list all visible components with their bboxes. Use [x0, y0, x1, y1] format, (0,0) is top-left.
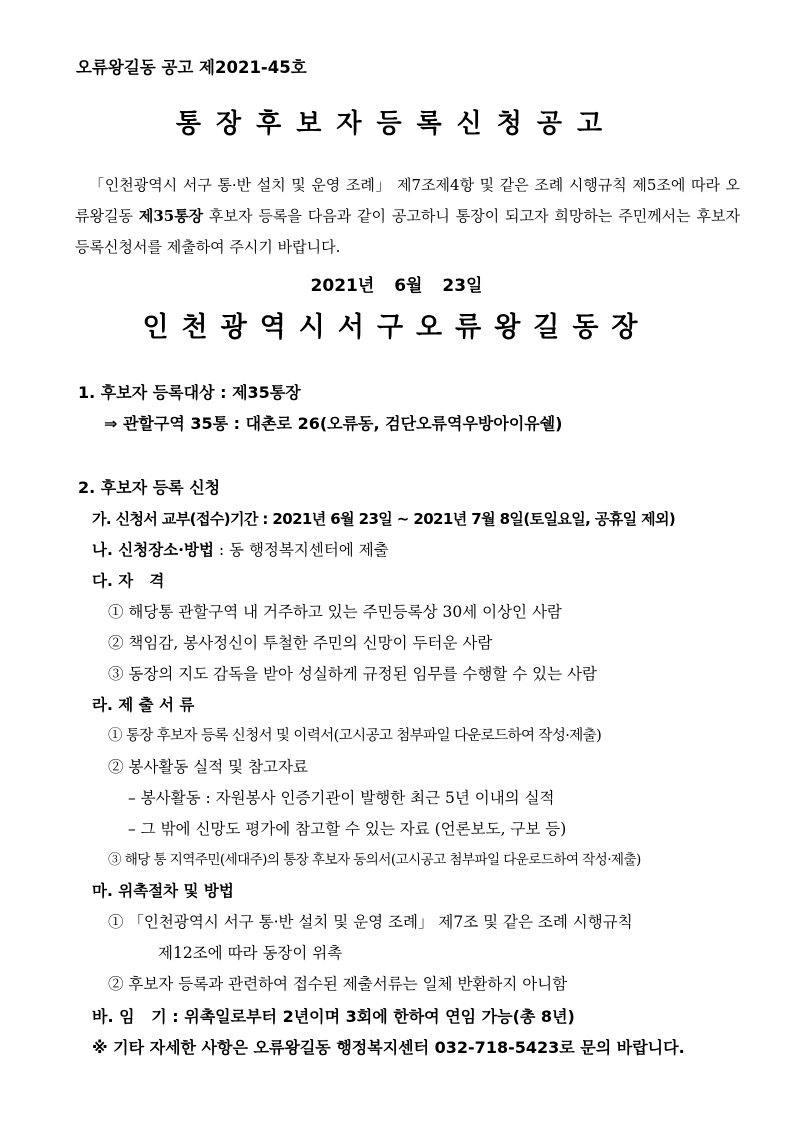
section-1-area: ⇒ 관할구역 35통 : 대촌로 26(오류동, 검단오류역우방아이유쉘) [104, 414, 563, 433]
document-subitem: – 그 밖에 신망도 평가에 참고할 수 있는 자료 (언론보도, 구보 등) [128, 820, 567, 838]
intro-paragraph [75, 170, 740, 263]
appointment-heading: 마. 위촉절차 및 방법 [92, 882, 234, 900]
notice-date: 2021년 6월 23일 [310, 276, 483, 296]
intro-target: 제35통장 [138, 207, 204, 225]
contact-note: ※ 기타 자세한 사항은 오류왕길동 행정복지센터 032-718-5423로 문의 바랍니다. [92, 1038, 685, 1057]
documents-heading: 라. 제 출 서 류 [92, 696, 195, 714]
document-subitem: – 봉사활동 : 자원봉사 인증기관이 발행한 최근 5년 이내의 실적 [128, 789, 555, 807]
intro-text-1: 「인천광역시 서구 통·반 설치 및 운영 조례」 제7조제4항 및 같은 조례 시행규칙 제5조에 따라 오류왕길동 [75, 176, 740, 225]
document-item: ② 봉사활동 실적 및 참고자료 [108, 758, 308, 776]
qualification-heading: 다. 자 격 [92, 572, 165, 590]
appointment-item: ② 후보자 등록과 관련하여 접수된 제출서류는 일체 반환하지 아니함 [108, 975, 568, 993]
notice-title: 통장후보자등록신청공고 [175, 109, 618, 139]
section-1-heading: 1. 후보자 등록대상 : 제35통장 [78, 383, 301, 402]
term-of-office: 바. 임 기 : 위촉일로부터 2년이며 3회에 한하여 연임 가능(총 8년) [92, 1007, 575, 1026]
issuer: 인천광역시서구오류왕길동장 [142, 312, 651, 343]
qualification-item: ② 책임감, 봉사정신이 투철한 주민의 신망이 두터운 사람 [108, 634, 493, 652]
notice-number: 오류왕길동 공고 제2021-45호 [76, 58, 307, 77]
application-place-label: 나. 신청장소·방법 [92, 541, 214, 559]
document-item: ③ 해당 통 지역주민(세대주)의 통장 후보자 동의서(고시공고 첨부파일 다운로드하여 작성·제출) [108, 852, 641, 868]
section-2-heading: 2. 후보자 등록 신청 [78, 478, 221, 497]
intro-text-2: 후보자 등록을 다음과 같이 공고하니 통장이 되고자 희망하는 주민께서는 후보자 등록신청서를 제출하여 주시기 바랍니다. [75, 207, 740, 256]
application-place-text: : 동 행정복지센터에 제출 [213, 541, 389, 559]
application-place [92, 540, 389, 560]
qualification-item: ③ 동장의 지도 감독을 받아 성실하게 규정된 임무를 수행할 수 있는 사람 [108, 665, 597, 683]
qualification-item: ① 해당통 관할구역 내 거주하고 있는 주민등록상 30세 이상인 사람 [108, 603, 562, 621]
appointment-item: ① 「인천광역시 서구 통·반 설치 및 운영 조례」 제7조 및 같은 조례 시행규칙 [108, 913, 633, 931]
application-period: 가. 신청서 교부(접수)기간 : 2021년 6월 23일 ~ 2021년 7월 8일(토일요일, 공휴일 제외) [92, 510, 676, 528]
document-item: ① 통장 후보자 등록 신청서 및 이력서(고시공고 첨부파일 다운로드하여 작성·제출) [108, 728, 602, 744]
appointment-item-cont: 제12조에 따라 동장이 위촉 [158, 944, 343, 962]
